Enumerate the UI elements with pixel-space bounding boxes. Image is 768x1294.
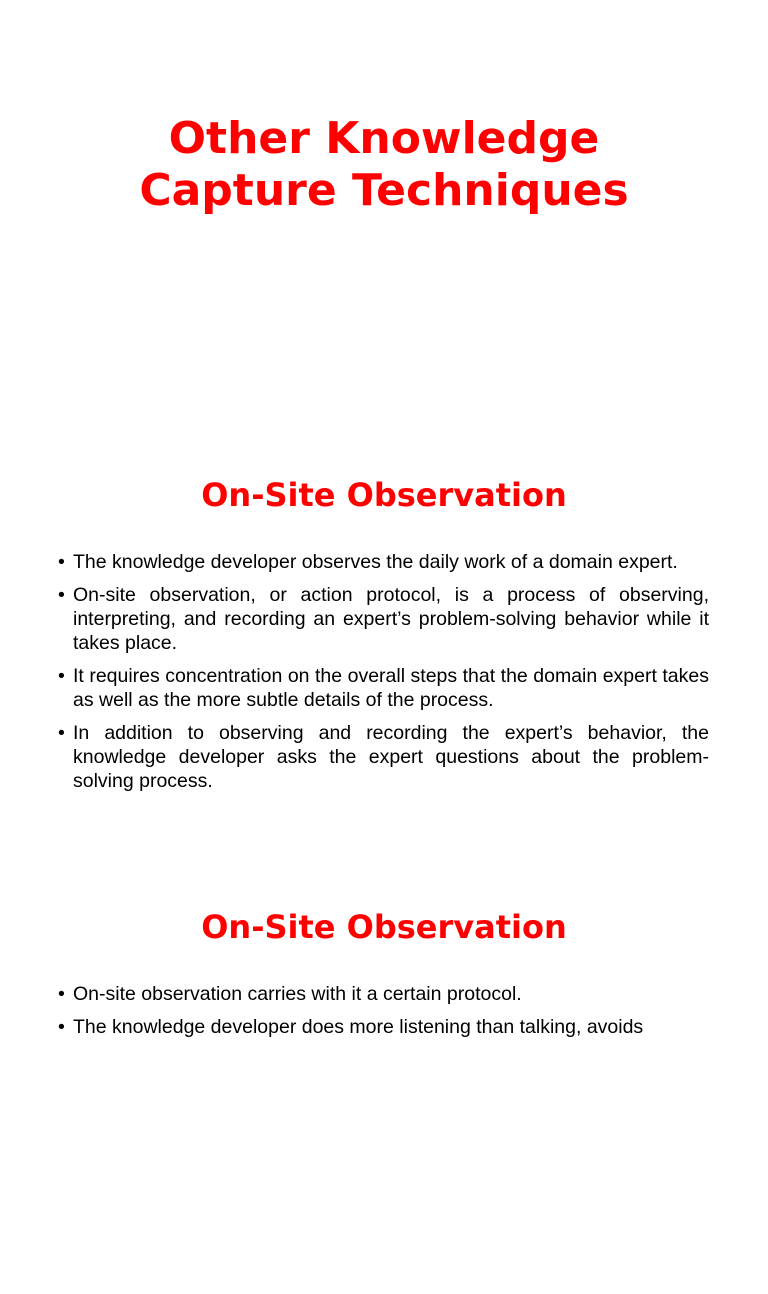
bullet-text: The knowledge developer observes the daily work of a domain expert. bbox=[73, 551, 678, 573]
bullet-text: In addition to observing and recording the expert’s behavior, the knowledge developer asks the expert questions about the problem-solving process. bbox=[73, 722, 709, 792]
content-slide-1 bbox=[0, 430, 768, 862]
bullet-item bbox=[58, 550, 709, 574]
title-slide bbox=[0, 0, 768, 430]
bullet-text: On-site observation, or action protocol, is a process of observing, interpreting, and recording an expert’s problem-solving behavior while it takes place. bbox=[73, 584, 709, 654]
slide-heading: On-Site Observation bbox=[201, 476, 567, 514]
bullet-icon: • bbox=[58, 665, 65, 687]
bullet-text: On-site observation carries with it a certain protocol. bbox=[73, 983, 522, 1005]
bullet-list bbox=[58, 982, 709, 1048]
bullet-icon: • bbox=[58, 551, 65, 573]
bullet-text: The knowledge developer does more listening than talking, avoids bbox=[73, 1016, 644, 1038]
content-slide-2 bbox=[0, 862, 768, 1294]
bullet-item bbox=[58, 721, 709, 793]
bullet-icon: • bbox=[58, 983, 65, 1005]
bullet-list bbox=[58, 550, 709, 802]
bullet-icon: • bbox=[58, 1016, 65, 1038]
bullet-icon: • bbox=[58, 722, 65, 744]
bullet-item bbox=[58, 664, 709, 712]
slide-heading: On-Site Observation bbox=[201, 908, 567, 946]
bullet-icon: • bbox=[58, 584, 65, 606]
bullet-text: It requires concentration on the overall steps that the domain expert takes as well as the more subtle details of the process. bbox=[73, 665, 709, 711]
bullet-item bbox=[58, 982, 709, 1006]
bullet-item bbox=[58, 583, 709, 655]
bullet-item bbox=[58, 1015, 709, 1039]
presentation-title: Other Knowledge Capture Techniques bbox=[139, 113, 629, 216]
